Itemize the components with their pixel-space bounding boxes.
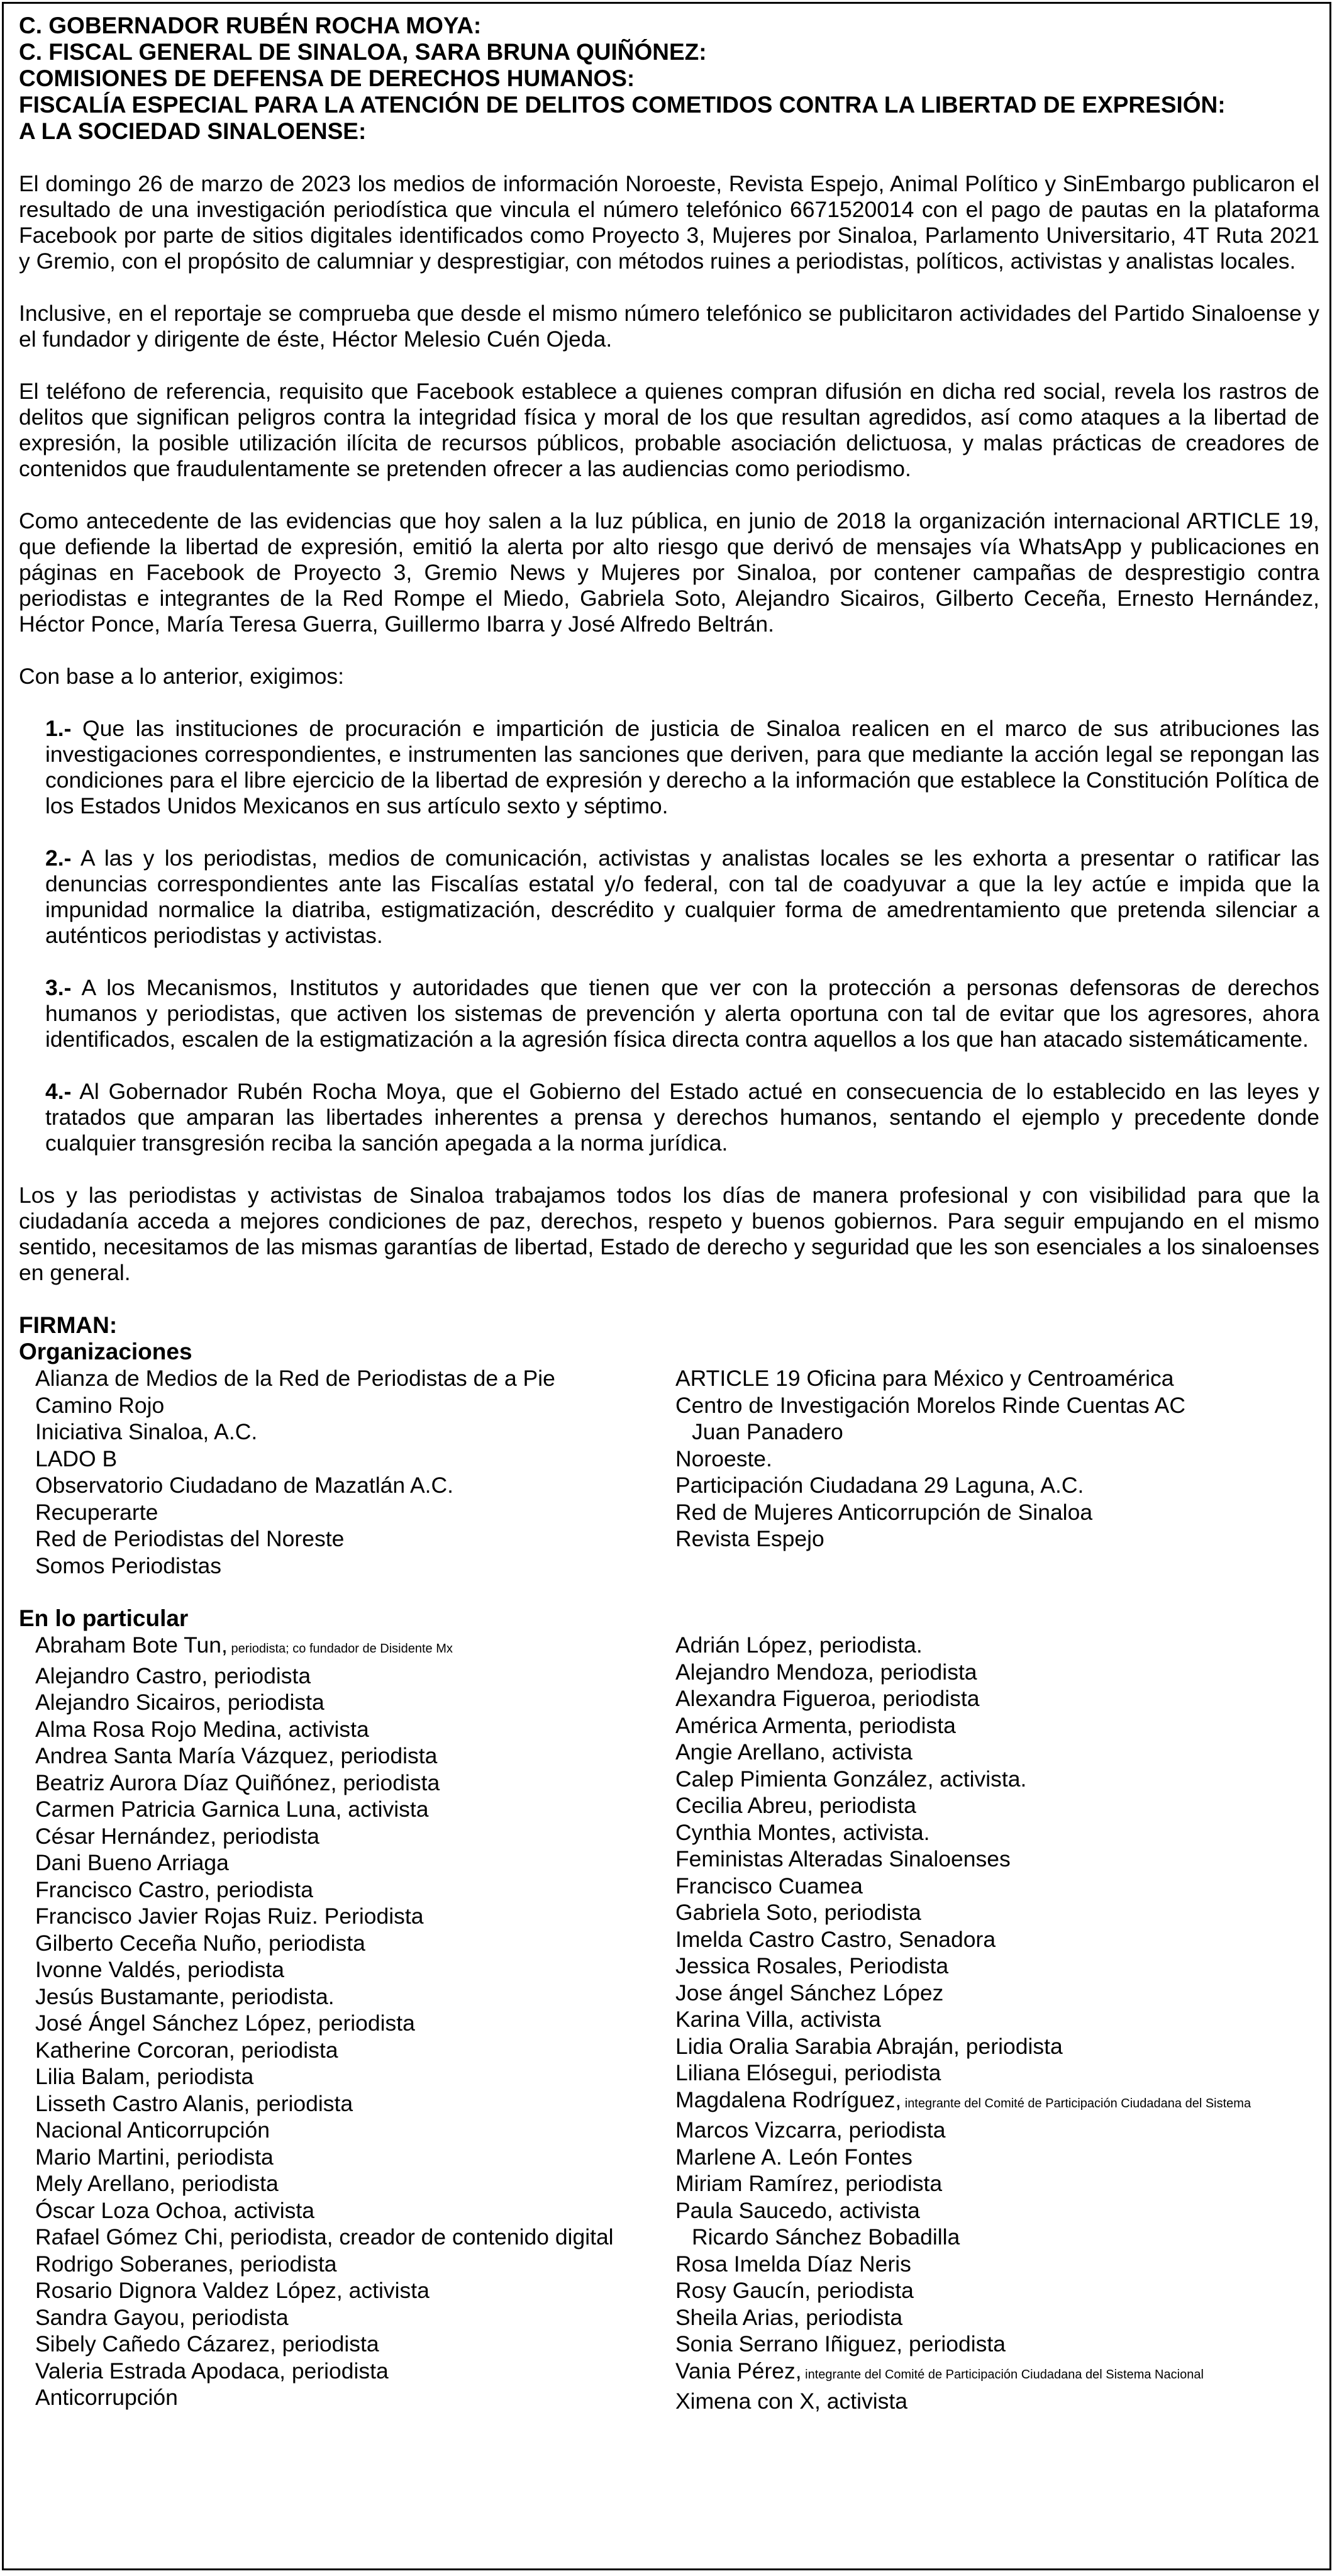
- organization-name: Revista Espejo: [675, 1526, 824, 1551]
- signer-entry: [675, 1980, 1319, 2007]
- individuals-right-column: [675, 1632, 1319, 2415]
- paragraph-phone: El teléfono de referencia, requisito que Facebook establece a quienes compran difusión en dicha red social, revela los rastros de delitos que significan peligros contra la integridad física y moral de los que resultan agredidos, así como ataques a la libertad de expresión, la posible utilización ilícita de recursos públicos, probable asociación delictuosa, y malas prácticas de creadores de contenidos que fraudulentamente se pretenden ofrecer a las audiencias como periodismo.: [19, 379, 1319, 481]
- signer-name: César Hernández, periodista: [35, 1823, 319, 1849]
- signer-name: Jesús Bustamante, periodista.: [35, 1983, 335, 2009]
- firman-title: FIRMAN:: [19, 1312, 118, 1338]
- organization-entry: [35, 1472, 675, 1499]
- signer-entry: [675, 2251, 1319, 2278]
- demand-item: [45, 845, 1319, 949]
- signer-entry: [35, 2010, 675, 2037]
- signer-name: Nacional Anticorrupción: [35, 2117, 270, 2143]
- signer-name: Mely Arellano, periodista: [35, 2171, 279, 2196]
- signer-name: América Armenta, periodista: [675, 1712, 956, 1738]
- paragraph-inclusive: Inclusive, en el reportaje se comprueba que desde el mismo número telefónico se publicitaron actividades del Partido Sinaloense y el fundador y dirigente de éste, Héctor Melesio Cuén Ojeda.: [19, 301, 1319, 352]
- signer-name: Dani Bueno Arriaga: [35, 1850, 229, 1875]
- signer-entry: [35, 2358, 675, 2385]
- signer-entry: [675, 1953, 1319, 1980]
- signer-name: Alexandra Figueroa, periodista: [675, 1686, 980, 1711]
- demand-text: Que las instituciones de procuración e impartición de justicia de Sinaloa realicen en el marco de sus atribuciones las investigaciones correspondientes, e instrumenten las sanciones que deriven, para que mediante la acción legal se repongan las condiciones para el libre ejercicio de la libertad de expresión y derecho a la información que establece la Constitución Política de los Estados Unidos Mexicanos en sus artículo sexto y séptimo.: [45, 716, 1319, 818]
- signer-entry: [675, 1739, 1319, 1766]
- organization-entry: [35, 1446, 675, 1473]
- signer-name: Lilia Balam, periodista: [35, 2064, 254, 2089]
- signer-entry: [675, 1819, 1319, 1846]
- signer-entry: [35, 2304, 675, 2331]
- organization-name: Camino Rojo: [35, 1392, 165, 1418]
- signer-name: Ximena con X, activista: [675, 2389, 907, 2414]
- signer-name: Rosa Imelda Díaz Neris: [675, 2251, 911, 2277]
- signer-name: Paula Saucedo, activista: [675, 2197, 920, 2223]
- signer-name: Ricardo Sánchez Bobadilla: [692, 2224, 960, 2250]
- signer-affiliation-note: periodista; co fundador de Disidente Mx: [227, 1642, 453, 1656]
- addressee-line: C. FISCAL GENERAL DE SINALOA, SARA BRUNA QUIÑÓNEZ:: [19, 39, 707, 65]
- signer-name: Carmen Patricia Garnica Luna, activista: [35, 1797, 429, 1822]
- signer-entry: [675, 1685, 1319, 1712]
- signer-entry: [675, 2117, 1319, 2144]
- demand-text: Al Gobernador Rubén Rocha Moya, que el Gobierno del Estado actué en consecuencia de lo establecido en las leyes y tratados que amparan las libertades inherentes a prensa y derechos humanos, sentando el ejemplo y precedente donde cualquier transgresión reciba la sanción apegada a la norma jurídica.: [45, 1079, 1320, 1156]
- organization-entry: [675, 1392, 1319, 1419]
- signer-entry: [675, 2170, 1319, 2197]
- statement-content: [19, 13, 1319, 2415]
- signer-name: Francisco Cuamea: [675, 1873, 863, 1899]
- organization-name: Recuperarte: [35, 1499, 158, 1525]
- signer-name: Andrea Santa María Vázquez, periodista: [35, 1743, 438, 1768]
- signer-entry: [675, 2087, 1319, 2117]
- signer-name: Mario Martini, periodista: [35, 2144, 274, 2170]
- signer-entry: [675, 1792, 1319, 1819]
- organization-entry: [675, 1446, 1319, 1473]
- signer-entry: [35, 2224, 675, 2251]
- signer-entry: [675, 1899, 1319, 1926]
- signer-entry: [35, 2090, 675, 2117]
- organization-entry: [35, 1419, 675, 1446]
- signer-name: Rosario Dignora Valdez López, activista: [35, 2278, 430, 2303]
- signer-name: Gilberto Ceceña Nuño, periodista: [35, 1930, 365, 1956]
- signer-name: Sibely Cañedo Cázarez, periodista: [35, 2331, 379, 2356]
- signer-entry: [675, 2033, 1319, 2060]
- signer-entry: [35, 2144, 675, 2171]
- signer-entry: [35, 1983, 675, 2010]
- signer-name: Rafael Gómez Chi, periodista, creador de contenido digital: [35, 2224, 614, 2250]
- organization-name: Somos Periodistas: [35, 1553, 221, 1578]
- signer-entry: [675, 1873, 1319, 1900]
- signer-entry: [675, 2388, 1319, 2415]
- organization-name: Alianza de Medios de la Red de Periodistas de a Pie: [35, 1366, 555, 1391]
- organization-entry: [675, 1365, 1319, 1392]
- signer-entry: [35, 1876, 675, 1904]
- signer-name: Sandra Gayou, periodista: [35, 2304, 289, 2330]
- signer-name: Liliana Elósegui, periodista: [675, 2060, 941, 2085]
- signer-entry: [35, 2384, 675, 2411]
- organization-name: Juan Panadero: [692, 1419, 843, 1444]
- signer-name: Sonia Serrano Iñiguez, periodista: [675, 2331, 1006, 2356]
- signer-entry: [35, 1796, 675, 1823]
- individuals-heading: En lo particular: [19, 1605, 189, 1631]
- organization-entry: [35, 1525, 675, 1553]
- organization-name: Participación Ciudadana 29 Laguna, A.C.: [675, 1473, 1084, 1498]
- signer-name: Rodrigo Soberanes, periodista: [35, 2251, 337, 2277]
- signer-entry: [35, 2277, 675, 2304]
- paragraph-background: Como antecedente de las evidencias que hoy salen a la luz pública, en junio de 2018 la organización internacional ARTICLE 19, que defiende la libertad de expresión, emitió la alerta por alto riesgo que derivó de mensajes vía WhatsApp y publicaciones en páginas en Facebook de Proyecto 3, Gremio News y Mujeres por Sinaloa, por contener campañas de desprestigio contra periodistas e integrantes de la Red Rompe el Miedo, Gabriela Soto, Alejandro Sicairos, Gilberto Ceceña, Ernesto Hernández, Héctor Ponce, María Teresa Guerra, Guillermo Ibarra y José Alfredo Beltrán.: [19, 508, 1319, 637]
- signer-name: Alejandro Mendoza, periodista: [675, 1659, 977, 1685]
- signer-entry: [675, 1846, 1319, 1873]
- signer-entry: [675, 2144, 1319, 2171]
- demand-text: A las y los periodistas, medios de comunicación, activistas y analistas locales se les exhorta a presentar o ratificar las denuncias correspondientes ante las Fiscalías estatal y/o federal, con tal de coadyuvar a que la ley actúe e impida que la impunidad normalice la diatriba, estigmatización, descrédito y cualquier forma de amedrentamiento que pretenda silenciar a auténticos periodistas y activistas.: [45, 845, 1320, 948]
- signer-name: Imelda Castro Castro, Senadora: [675, 1926, 996, 1952]
- signer-name: Vania Pérez,: [675, 2358, 802, 2384]
- signer-name: Jose ángel Sánchez López: [675, 1980, 944, 2005]
- paragraph-closing: Los y las periodistas y activistas de Sinaloa trabajamos todos los días de manera profesional y con visibilidad para que la ciudadanía acceda a mejores condiciones de paz, derechos, respeto y buenos gobiernos. Para seguir empujando en el mismo sentido, necesitamos de las mismas garantías de libertad, Estado de derecho y seguridad que les son esenciales a los sinaloenses en general.: [19, 1183, 1319, 1285]
- organization-entry: [675, 1472, 1319, 1499]
- addressee-line: C. GOBERNADOR RUBÉN ROCHA MOYA:: [19, 13, 482, 38]
- organization-entry: [35, 1553, 675, 1580]
- signer-entry: [35, 2251, 675, 2278]
- signer-entry: [35, 2037, 675, 2064]
- signer-entry: [35, 1823, 675, 1850]
- signer-entry: [35, 1930, 675, 1957]
- signer-entry: [675, 2331, 1319, 2358]
- signer-entry: [35, 1742, 675, 1770]
- signer-name: Cecilia Abreu, periodista: [675, 1793, 916, 1818]
- signer-name: Jessica Rosales, Periodista: [675, 1953, 949, 1978]
- signer-name: Alejandro Castro, periodista: [35, 1663, 311, 1688]
- signer-name: Marlene A. León Fontes: [675, 2144, 913, 2170]
- signer-entry: [35, 2197, 675, 2224]
- signer-entry: [35, 1663, 675, 1690]
- signer-entry: [675, 2060, 1319, 2087]
- signer-entry: [35, 2170, 675, 2197]
- organization-entry: [35, 1365, 675, 1392]
- signer-entry: [675, 2224, 1319, 2251]
- signer-name: Lidia Oralia Sarabia Abraján, periodista: [675, 2033, 1063, 2059]
- signer-entry: [675, 2197, 1319, 2224]
- paragraph-investigation: El domingo 26 de marzo de 2023 los medios de información Noroeste, Revista Espejo, Animal Político y SinEmbargo publicaron el resultado de una investigación periodística que vincula el número telefónico 6671520014 con el pago de pautas en la plataforma Facebook por parte de sitios digitales identificados como Proyecto 3, Mujeres por Sinaloa, Parlamento Universitario, 4T Ruta 2021 y Gremio, con el propósito de calumniar y desprestigiar, con métodos ruines a periodistas, políticos, activistas y analistas locales.: [19, 171, 1319, 274]
- organization-entry: [35, 1392, 675, 1419]
- paragraph-demands-intro: Con base a lo anterior, exigimos:: [19, 664, 345, 689]
- organization-entry: [35, 1499, 675, 1526]
- signer-name: Cynthia Montes, activista.: [675, 1819, 930, 1845]
- signer-entry: [675, 1659, 1319, 1686]
- organization-name: Observatorio Ciudadano de Mazatlán A.C.: [35, 1473, 454, 1498]
- organizations-right-column: [675, 1365, 1319, 1579]
- signer-name: Sheila Arias, periodista: [675, 2304, 903, 2330]
- signer-name: Beatriz Aurora Díaz Quiñónez, periodista: [35, 1770, 440, 1795]
- statement-page: [2, 2, 1331, 2570]
- signer-entry: [35, 1689, 675, 1716]
- signer-name: Adrián López, periodista.: [675, 1632, 923, 1658]
- signer-entry: [35, 1716, 675, 1743]
- signer-name: Karina Villa, activista: [675, 2007, 881, 2032]
- signer-name: Abraham Bote Tun,: [35, 1632, 228, 1658]
- signer-name: Magdalena Rodríguez,: [675, 2087, 902, 2112]
- signer-entry: [675, 2006, 1319, 2033]
- signer-name: Miriam Ramírez, periodista: [675, 2171, 943, 2196]
- signer-name: Feministas Alteradas Sinaloenses: [675, 1846, 1011, 1871]
- organization-name: Centro de Investigación Morelos Rinde Cuentas AC: [675, 1392, 1186, 1418]
- signer-name: Gabriela Soto, periodista: [675, 1900, 921, 1925]
- demand-number: 3.-: [45, 975, 72, 1000]
- organization-name: ARTICLE 19 Oficina para México y Centroamérica: [675, 1366, 1174, 1391]
- organization-entry: [675, 1419, 1319, 1446]
- signer-entry: [35, 1903, 675, 1930]
- addressees: [19, 13, 1319, 145]
- demand-item: [45, 1079, 1319, 1156]
- organization-name: LADO B: [35, 1446, 118, 1471]
- organization-name: Red de Mujeres Anticorrupción de Sinaloa: [675, 1499, 1093, 1525]
- signer-name: Valeria Estrada Apodaca, periodista: [35, 2358, 389, 2384]
- signer-entry: [675, 1712, 1319, 1739]
- signer-name: Katherine Corcoran, periodista: [35, 2037, 338, 2063]
- signer-name: Francisco Javier Rojas Ruiz. Periodista: [35, 1904, 424, 1929]
- demand-number: 1.-: [45, 716, 72, 741]
- signer-entry: [675, 2277, 1319, 2304]
- organization-name: Noroeste.: [675, 1446, 772, 1471]
- individuals-list: [19, 1632, 1319, 2415]
- demand-item: [45, 716, 1319, 819]
- organization-name: Red de Periodistas del Noreste: [35, 1526, 345, 1551]
- signer-name: Alma Rosa Rojo Medina, activista: [35, 1716, 369, 1742]
- signer-name: Anticorrupción: [35, 2385, 178, 2410]
- signer-entry: [675, 1926, 1319, 1953]
- signer-entry: [35, 2063, 675, 2090]
- signer-entry: [35, 1849, 675, 1876]
- signer-entry: [675, 1632, 1319, 1659]
- signer-entry: [675, 2358, 1319, 2389]
- signer-name: Óscar Loza Ochoa, activista: [35, 2197, 314, 2223]
- signer-entry: [35, 1632, 675, 1663]
- demand-number: 2.-: [45, 845, 72, 871]
- organizations-list: [19, 1365, 1319, 1579]
- signer-name: Marcos Vizcarra, periodista: [675, 2117, 946, 2143]
- addressee-line: FISCALÍA ESPECIAL PARA LA ATENCIÓN DE DELITOS COMETIDOS CONTRA LA LIBERTAD DE EXPRESIÓN:: [19, 92, 1226, 118]
- signer-name: Ivonne Valdés, periodista: [35, 1957, 285, 1982]
- signer-entry: [675, 1766, 1319, 1793]
- signer-name: Calep Pimienta González, activista.: [675, 1766, 1027, 1792]
- signer-name: Rosy Gaucín, periodista: [675, 2278, 914, 2303]
- demand-item: [45, 975, 1319, 1052]
- signer-name: Francisco Castro, periodista: [35, 1876, 313, 1902]
- organizations-heading: Organizaciones: [19, 1339, 192, 1364]
- signer-entry: [35, 1956, 675, 1983]
- signer-name: José Ángel Sánchez López, periodista: [35, 2010, 415, 2036]
- addressee-line: A LA SOCIEDAD SINALOENSE:: [19, 118, 367, 144]
- signer-name: Lisseth Castro Alanis, periodista: [35, 2090, 353, 2116]
- demand-number: 4.-: [45, 1079, 72, 1104]
- individuals-left-column: [19, 1632, 675, 2415]
- signer-entry: [35, 1770, 675, 1797]
- signer-affiliation-note: integrante del Comité de Participación Ciudadana del Sistema Nacional: [801, 2367, 1204, 2382]
- addressee-line: COMISIONES DE DEFENSA DE DERECHOS HUMANOS:: [19, 65, 635, 91]
- organization-entry: [675, 1499, 1319, 1526]
- demand-text: A los Mecanismos, Institutos y autoridades que tienen que ver con la protección a personas defensoras de derechos humanos y periodistas, que activen los sistemas de prevención y alerta oportuna con tal de evitar que los agresores, ahora identificados, escalen de la estigmatización a la agresión física directa contra aquellos a los que han atacado sistemáticamente.: [45, 975, 1320, 1052]
- organizations-left-column: [19, 1365, 675, 1579]
- signer-affiliation-note: integrante del Comité de Participación Ciudadana del Sistema: [901, 2096, 1251, 2110]
- organization-entry: [675, 1525, 1319, 1553]
- signer-entry: [675, 2304, 1319, 2331]
- signer-entry: [35, 2117, 675, 2144]
- signer-entry: [35, 2331, 675, 2358]
- organization-name: Iniciativa Sinaloa, A.C.: [35, 1419, 258, 1444]
- signer-name: Alejandro Sicairos, periodista: [35, 1690, 325, 1715]
- signer-name: Angie Arellano, activista: [675, 1739, 913, 1765]
